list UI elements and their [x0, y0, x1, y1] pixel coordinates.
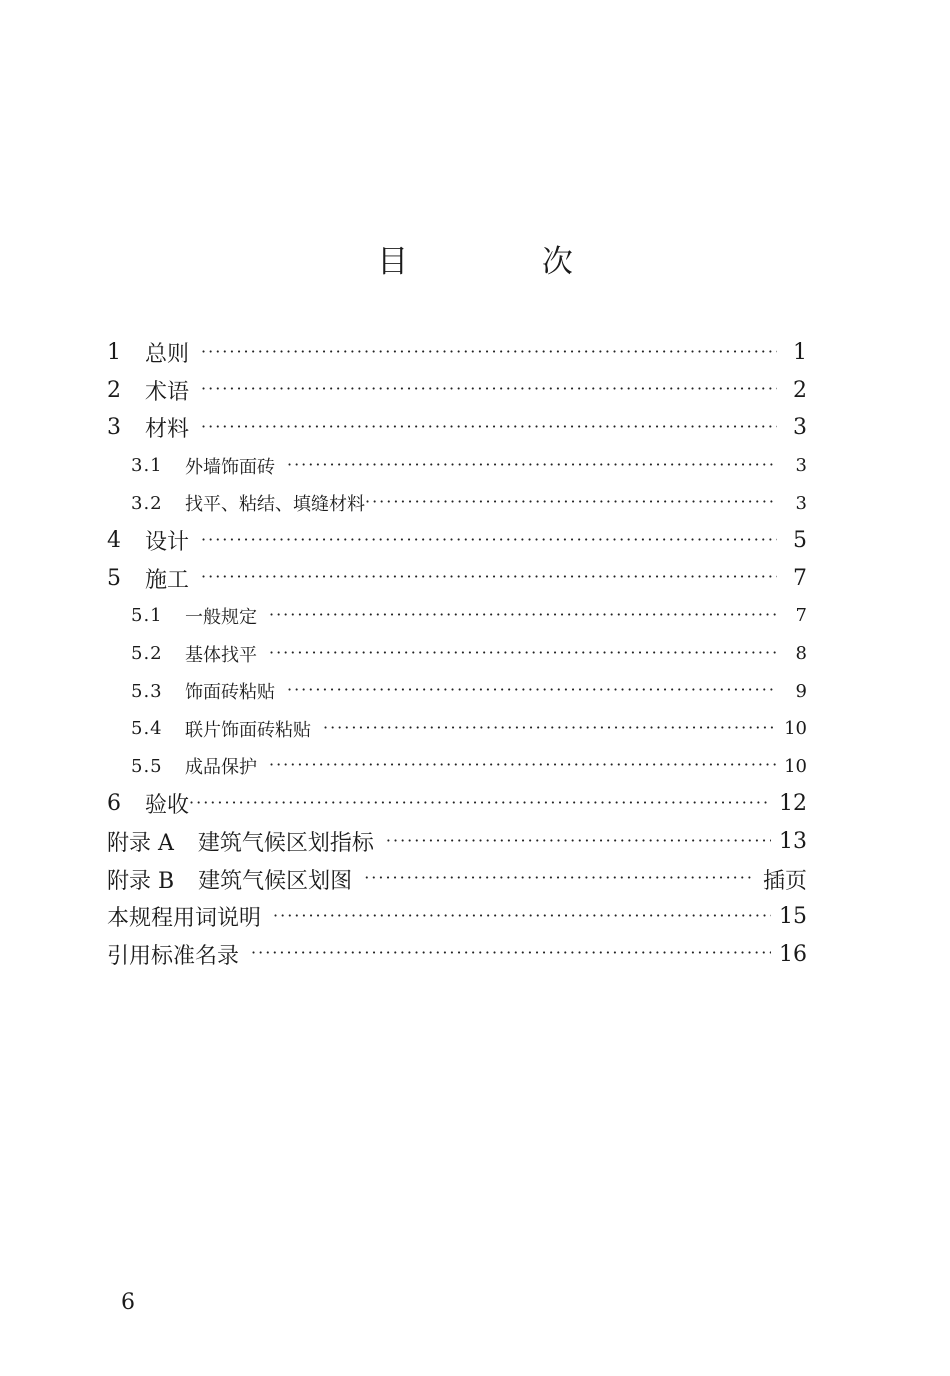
toc-entry-number: 5 — [107, 565, 121, 591]
toc-entry-page: 7 — [793, 565, 807, 591]
dot-leader — [364, 870, 755, 886]
toc-entry-page: 7 — [795, 605, 807, 627]
toc-entry-title: 联片饰面砖粘贴 — [185, 719, 311, 741]
toc-entry-page: 10 — [784, 718, 807, 740]
toc-entry-number: 3.1 — [131, 455, 163, 477]
toc-entry-title: 建筑气候区划图 — [198, 868, 353, 894]
toc-entry-number: 5.2 — [131, 643, 163, 665]
toc-entry[interactable] — [107, 597, 807, 635]
toc-entry-page: 2 — [793, 377, 807, 403]
toc-entry[interactable] — [107, 635, 807, 673]
toc-entry[interactable] — [107, 785, 807, 823]
toc-entry-number: 6 — [107, 791, 121, 817]
toc-entry-number: 4 — [107, 528, 121, 554]
dot-leader — [251, 945, 771, 961]
toc-entry-page: 9 — [795, 680, 807, 702]
toc-entry-title: 术语 — [145, 379, 190, 405]
toc-entry[interactable] — [107, 898, 807, 936]
toc-entry-number: 5.5 — [131, 755, 163, 777]
toc-entry-number: 附录 B — [107, 868, 175, 894]
toc-entry[interactable] — [107, 522, 807, 560]
toc-entry[interactable] — [107, 447, 807, 485]
toc-entry-page: 12 — [779, 791, 807, 817]
toc-entry-title: 总则 — [145, 342, 190, 368]
dot-leader — [269, 757, 776, 773]
toc-entry-title: 一般规定 — [185, 606, 257, 628]
toc-entry-title: 建筑气候区划指标 — [197, 831, 374, 857]
toc-entry-title: 引用标准名录 — [107, 943, 240, 969]
toc-entry-title: 饰面砖粘贴 — [185, 682, 275, 704]
toc-entry-page: 16 — [779, 941, 807, 967]
toc-entry-title: 施工 — [145, 567, 190, 593]
toc-entry[interactable] — [107, 710, 807, 748]
toc-entry[interactable] — [107, 372, 807, 410]
toc-entry[interactable] — [107, 484, 807, 522]
toc-entry-title: 基体找平 — [185, 644, 257, 666]
toc-entry-page: 13 — [779, 829, 807, 855]
toc-entry[interactable] — [107, 748, 807, 786]
table-of-contents — [107, 334, 807, 973]
toc-entry-page: 1 — [793, 340, 807, 366]
toc-entry[interactable] — [107, 560, 807, 598]
toc-entry-title: 成品保护 — [185, 757, 257, 779]
toc-entry-title: 找平、粘结、填缝材料 — [185, 494, 365, 516]
dot-leader — [365, 494, 777, 510]
dot-leader — [201, 532, 777, 548]
toc-entry-number: 5.3 — [131, 680, 163, 702]
toc-entry-number: 3 — [107, 415, 121, 441]
toc-entry-page: 3 — [795, 492, 807, 514]
toc-entry-number: 1 — [107, 340, 121, 366]
toc-entry-number: 附录 A — [107, 831, 174, 857]
toc-entry-title: 材料 — [145, 417, 190, 443]
toc-entry-number: 3.2 — [131, 492, 163, 514]
toc-entry[interactable] — [107, 334, 807, 372]
dot-leader — [201, 344, 777, 360]
dot-leader — [287, 682, 777, 698]
page-title: 目 次 — [377, 244, 635, 280]
dot-leader — [201, 569, 777, 585]
toc-entry[interactable] — [107, 936, 807, 974]
toc-entry[interactable] — [107, 672, 807, 710]
dot-leader — [201, 419, 777, 435]
toc-entry-page: 15 — [779, 904, 807, 930]
toc-entry-page: 5 — [793, 528, 807, 554]
toc-entry[interactable] — [107, 823, 807, 861]
toc-entry-title: 设计 — [145, 530, 190, 556]
dot-leader — [201, 381, 777, 397]
toc-entry-page: 3 — [793, 415, 807, 441]
toc-entry-title: 本规程用词说明 — [107, 906, 262, 932]
toc-entry-number: 2 — [107, 377, 121, 403]
toc-entry-page: 10 — [784, 755, 807, 777]
dot-leader — [269, 607, 777, 623]
toc-entry[interactable] — [107, 860, 807, 898]
dot-leader — [189, 795, 771, 811]
toc-entry-title: 外墙饰面砖 — [185, 456, 275, 478]
toc-entry-page: 插页 — [762, 868, 807, 894]
dot-leader — [269, 645, 777, 661]
page-number: 6 — [121, 1290, 135, 1315]
toc-entry-number: 5.4 — [131, 718, 163, 740]
toc-entry-page: 3 — [795, 455, 807, 477]
dot-leader — [323, 720, 776, 736]
toc-entry[interactable] — [107, 409, 807, 447]
toc-entry-page: 8 — [795, 643, 807, 665]
toc-entry-title: 验收 — [145, 793, 190, 819]
dot-leader — [273, 908, 771, 924]
dot-leader — [386, 833, 771, 849]
toc-entry-number: 5.1 — [131, 605, 163, 627]
dot-leader — [287, 457, 777, 473]
